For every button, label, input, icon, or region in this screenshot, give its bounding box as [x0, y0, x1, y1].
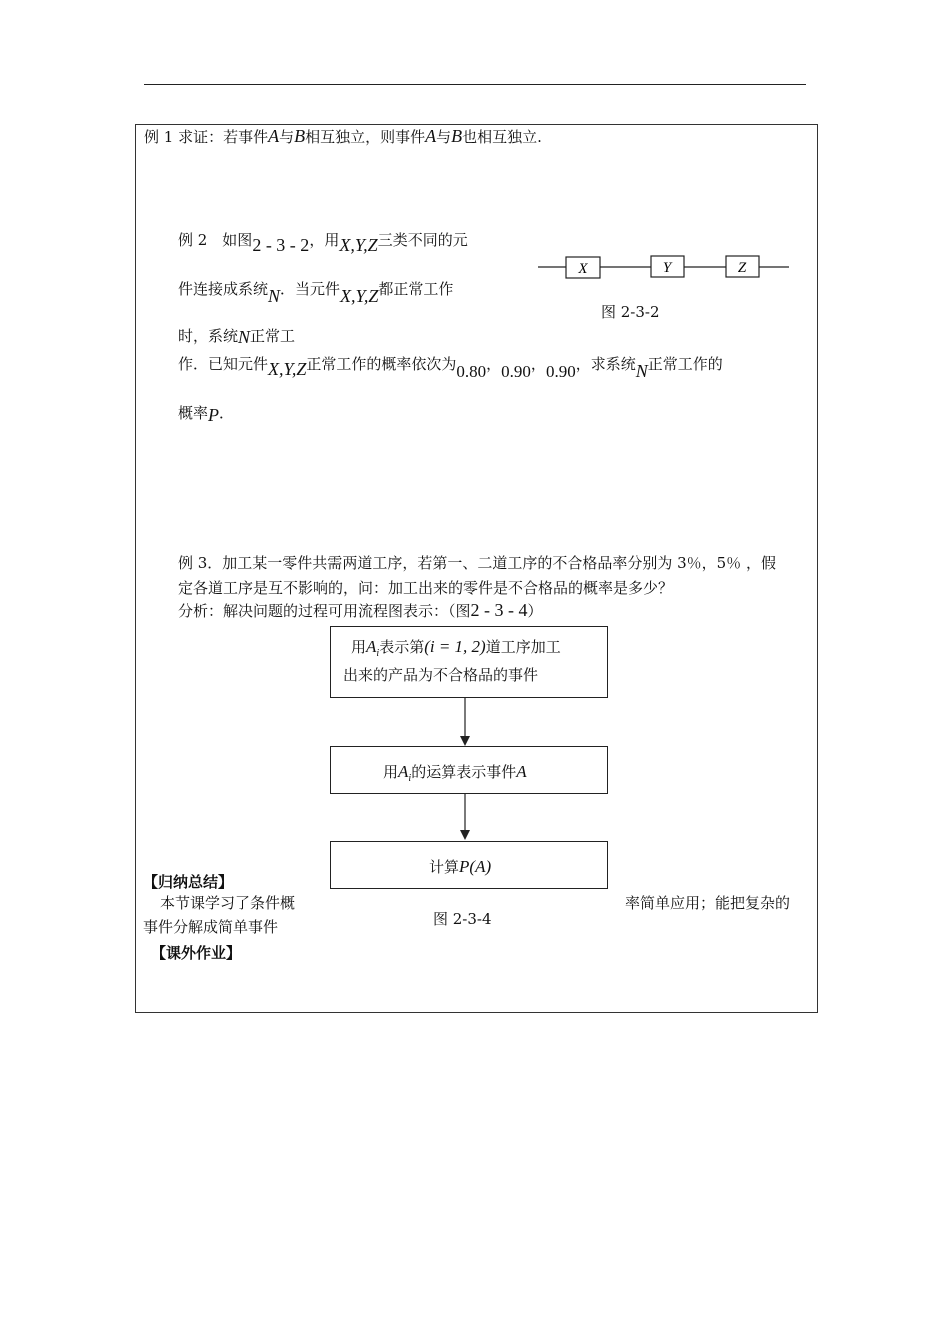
example-2-line-3 — [178, 325, 295, 346]
flow-box-1-line-1 — [351, 636, 561, 659]
series-circuit-diagram — [536, 252, 792, 284]
flow-arrow-2 — [455, 794, 475, 842]
component-z-label: Z — [737, 260, 747, 276]
example-1-label: 例 1 求证：若事件 — [144, 128, 269, 146]
example-3-line-2: 定各道工序是互不影响的，问：加工出来的零件是不合格品的概率是多少？ — [178, 579, 674, 597]
example-3-line-1: 例 3．加工某一零件共需两道工序，若第一、二道工序的不合格品率分别为 3％，5％ ，假 — [178, 554, 776, 572]
flow-box-compute — [330, 841, 608, 889]
example-2-line-2 — [178, 278, 454, 306]
flow-box-express-event — [330, 746, 608, 794]
text-line4-end: 正常工作的 — [647, 355, 723, 373]
system-n-2: N — [238, 327, 251, 347]
summary-line-1-right: 率简单应用；能把复杂的 — [625, 894, 791, 912]
prob-arg-a: (A) — [469, 857, 492, 876]
event-ai: A — [366, 637, 377, 656]
text-line4-mid2: ，求系统 — [575, 355, 636, 373]
flow-box-2-line — [383, 761, 527, 784]
figure-ref-2-3-4: 2 - 3 - 4 — [470, 600, 528, 620]
text-line2-start: 件连接成系统 — [178, 280, 269, 298]
figure-2-3-2-caption: 图 2-3-2 — [601, 303, 660, 321]
event-a: A — [268, 126, 280, 146]
flow-box-3-line — [429, 856, 491, 877]
summary-line-2-left: 事件分解成简单事件 — [143, 918, 279, 936]
subscript-i-2: i — [408, 773, 412, 784]
system-n: N — [268, 286, 281, 306]
text-line5-start: 概率 — [178, 404, 209, 422]
probability-p: P — [208, 405, 220, 425]
text-line3-start: 时，系统 — [178, 327, 239, 345]
figure-ref-2-3-2: 2 - 3 - 2 — [252, 235, 310, 255]
text-and: 与 — [279, 128, 295, 146]
example-1-mid: 相互独立，则事件 — [305, 128, 426, 146]
header-rule — [144, 84, 806, 85]
text-express: 的运算表示事件 — [411, 763, 517, 781]
comma-1: ， — [486, 355, 502, 373]
prob-p-flow: P — [459, 857, 470, 876]
event-b: B — [294, 126, 306, 146]
text-line5-end: ． — [219, 404, 235, 422]
system-n-3: N — [635, 361, 648, 381]
text-compute: 计算 — [429, 858, 460, 876]
text-process: 道工序加工 — [485, 638, 561, 656]
text-line2-mid: ．当元件 — [280, 280, 341, 298]
event-ai-2: A — [398, 762, 409, 781]
flow-box-1-line-2: 出来的产品为不合格品的事件 — [343, 666, 539, 684]
example-2-line-4 — [178, 353, 723, 381]
text-line4-start: 作．已知元件 — [178, 355, 269, 373]
event-a-flow: A — [516, 762, 527, 781]
prob-x: 0.80 — [456, 362, 487, 381]
text-use-1: 用 — [351, 638, 367, 656]
summary-line-1-left: 本节课学习了条件概 — [160, 894, 296, 912]
flow-arrow-1 — [455, 698, 475, 748]
text-use: ，用 — [309, 231, 340, 249]
example-2-line-1-end: 三类不同的元 — [377, 231, 468, 249]
example-1 — [144, 126, 542, 147]
component-x-label: X — [578, 261, 588, 277]
analysis-line — [178, 600, 543, 621]
components-xyz-2: X,Y,Z — [340, 286, 379, 306]
text-line4-mid: 正常工作的概率依次为 — [306, 355, 457, 373]
example-2-line-1 — [178, 229, 468, 255]
analysis-close: ） — [527, 602, 543, 620]
example-2-label: 例 2 如图 — [178, 231, 253, 249]
index-range: (i = 1, 2) — [424, 637, 486, 656]
subscript-i: i — [376, 648, 380, 659]
comma-2: ， — [530, 355, 546, 373]
figure-2-3-4-caption: 图 2-3-4 — [433, 910, 492, 928]
components-xyz: X,Y,Z — [339, 235, 378, 255]
flow-box-define-events — [330, 626, 608, 698]
components-xyz-3: X,Y,Z — [268, 359, 307, 379]
summary-heading: 【归纳总结】 — [143, 873, 234, 891]
example-1-end: 也相互独立. — [462, 128, 542, 146]
text-represent: 表示第 — [379, 638, 425, 656]
text-use-2: 用 — [383, 763, 399, 781]
text-line3-end: 正常工 — [250, 327, 296, 345]
homework-heading: 【课外作业】 — [151, 944, 242, 962]
event-b-2: B — [451, 126, 463, 146]
prob-y: 0.90 — [501, 362, 531, 381]
event-a-2: A — [425, 126, 437, 146]
analysis-label: 分析：解决问题的过程可用流程图表示：（图 — [178, 602, 471, 620]
text-and-2: 与 — [436, 128, 452, 146]
component-y-label: Y — [662, 260, 672, 276]
prob-z: 0.90 — [545, 362, 576, 381]
text-line2-end: 都正常工作 — [378, 280, 454, 298]
example-2-line-5 — [178, 402, 234, 423]
